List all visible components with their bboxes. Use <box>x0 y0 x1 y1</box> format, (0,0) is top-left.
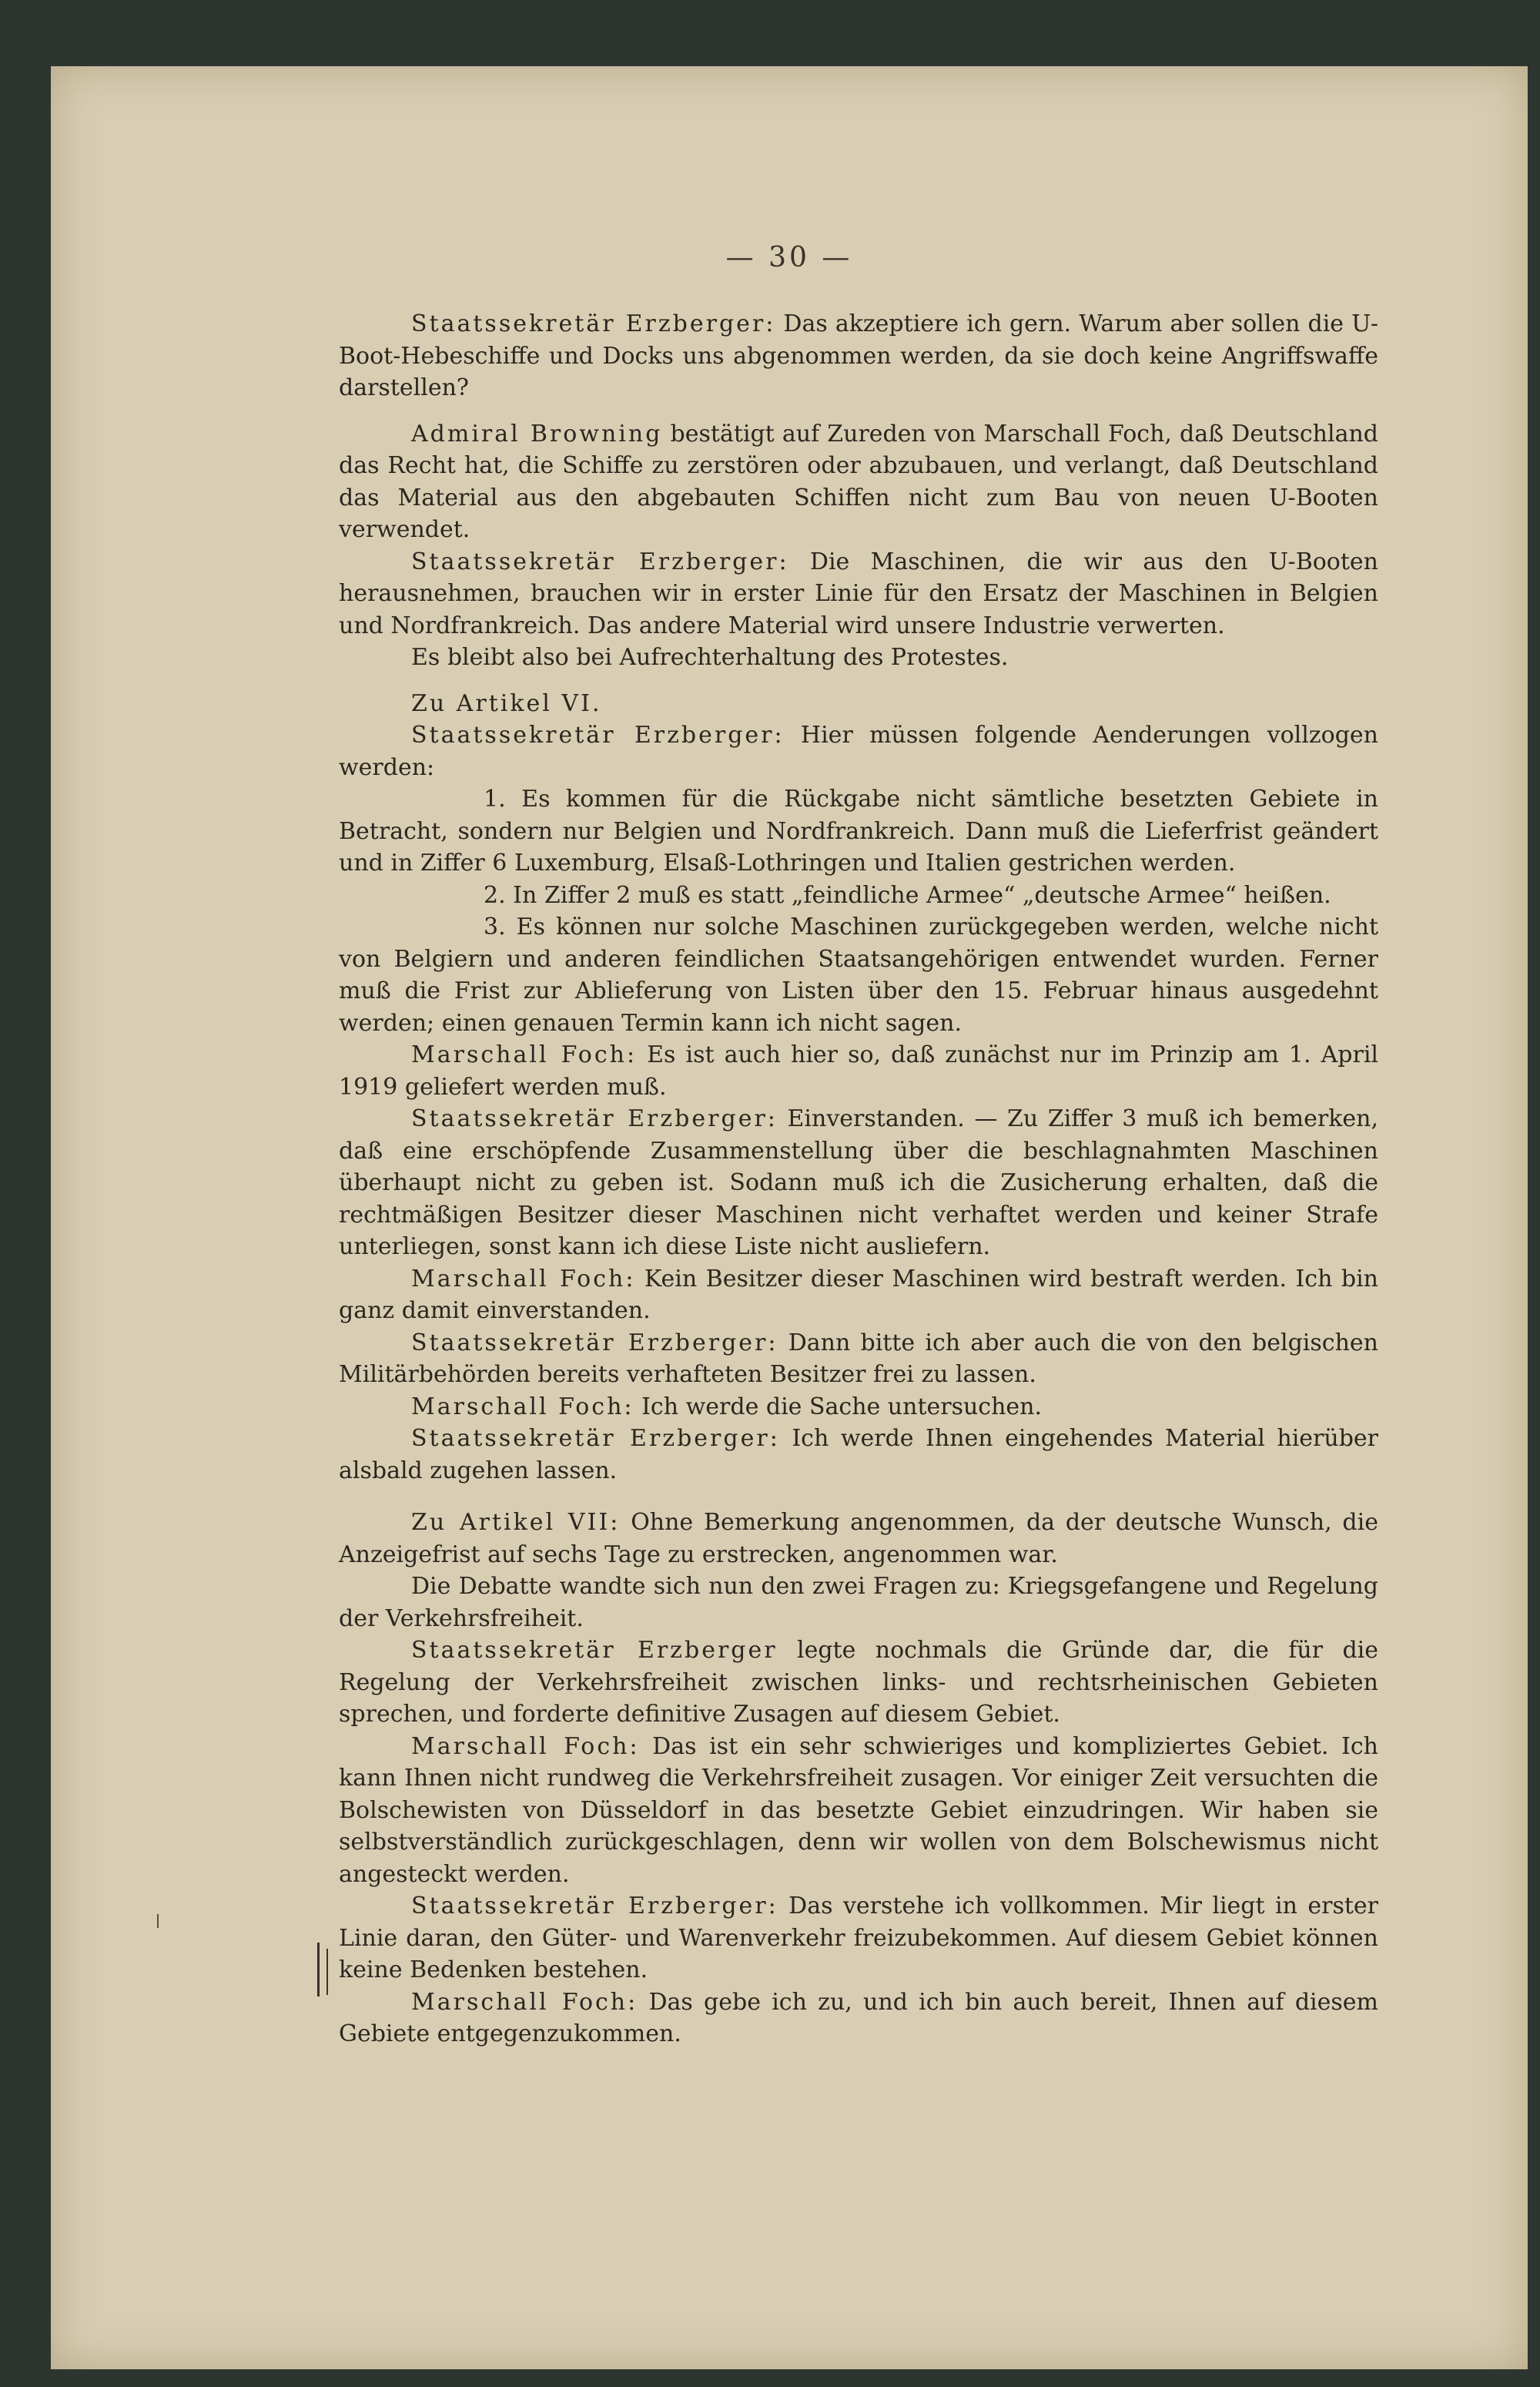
paragraph <box>339 1327 1378 1391</box>
paragraph <box>339 418 1378 546</box>
paragraph-text: legte nochmals die Gründe dar, die für die Regelung der Verkehrsfreiheit zwischen links- und rechtsrheinischen Gebieten sprechen, und forderte definitive Zusagen auf diesem Gebiet. <box>339 1637 1379 1728</box>
body-text <box>339 308 1378 2050</box>
speaker: Zu Artikel VI. <box>411 689 602 717</box>
paragraph <box>339 642 1378 674</box>
paragraph-text: In Ziffer 2 muß es statt „feindliche Armee“ „deutsche Armee“ heißen. <box>505 881 1331 909</box>
paragraph <box>339 546 1378 642</box>
speaker: Staatssekretär Erzberger: <box>411 1329 778 1356</box>
item-number: 2. <box>484 881 506 909</box>
section-heading <box>339 688 1378 720</box>
paragraph-text: Einverstanden. — Zu Ziffer 3 muß ich bemerken, daß eine erschöpfende Zusammenstellung über die beschlagnahmten Maschinen überhaupt nicht zu geben ist. Sodann muß ich die Zusicherung erhalten, daß die rechtmäßigen Besitzer dieser Maschinen nicht verhaftet werden und keiner Strafe unterliegen, sonst kann ich diese Liste nicht ausliefern. <box>339 1105 1378 1260</box>
paragraph <box>339 1890 1378 1986</box>
paragraph-text: bestätigt auf Zureden von Marschall Foch, daß Deutschland das Recht hat, die Schiffe zu zerstören oder abzubauen, und verlangt, daß Deutschland das Material aus den abgebauten Schiffen nicht zum Bau von neuen U-Booten verwendet. <box>339 420 1378 543</box>
speaker: Zu Artikel VII: <box>411 1509 621 1536</box>
paragraph <box>339 1263 1378 1327</box>
list-item <box>339 911 1378 1039</box>
paragraph-text: Ich werde die Sache untersuchen. <box>634 1393 1043 1420</box>
paragraph-text: Ohne Bemerkung angenommen, da der deutsche Wunsch, die Anzeigefrist auf sechs Tage zu erstrecken, angenommen war. <box>339 1509 1378 1568</box>
paragraph-text: Es können nur solche Maschinen zurückgegeben werden, welche nicht von Belgiern und anderen feindlichen Staatsangehörigen entwendet wurden. Ferner muß die Frist zur Ablieferung von Listen über den 15. Februar hinaus ausgedehnt werden; einen genauen Termin kann ich nicht sagen. <box>339 914 1378 1037</box>
speaker: Staatssekretär Erzberger: <box>411 722 785 749</box>
paragraph-text: Die Maschinen, die wir aus den U-Booten herausnehmen, brauchen wir in erster Linie für den Ersatz der Maschinen in Belgien und Nordfrankreich. Das andere Material wird unsere Industrie verwerten. <box>339 548 1378 639</box>
speaker: Staatssekretär Erzberger: <box>411 1425 780 1452</box>
paragraph-text: Das verstehe ich vollkommen. Mir liegt in erster Linie daran, den Güter- und Warenverkehr freizubekommen. Auf diesem Gebiet können keine Bedenken bestehen. <box>339 1893 1378 1983</box>
paragraph-text: Die Debatte wandte sich nun den zwei Fragen zu: Kriegsgefangene und Regelung der Verkehrsfreiheit. <box>339 1573 1378 1632</box>
item-number: 3. <box>484 914 506 940</box>
speaker: Admiral Browning <box>411 420 663 448</box>
margin-mark <box>326 1949 328 1995</box>
page-number: — 30 — <box>725 242 853 273</box>
paragraph <box>339 1986 1378 2050</box>
paragraph <box>339 1634 1378 1731</box>
speaker: Marschall Foch: <box>411 1393 634 1420</box>
margin-mark <box>317 1943 320 1996</box>
paragraph <box>339 1391 1378 1423</box>
list-item <box>339 783 1378 880</box>
speaker: Staatssekretär Erzberger: <box>411 1893 778 1919</box>
paragraph <box>339 1507 1378 1571</box>
speaker: Staatssekretär Erzberger: <box>411 548 789 575</box>
paragraph <box>339 1571 1378 1634</box>
paragraph-text: Es bleibt also bei Aufrechterhaltung des Protestes. <box>411 644 1009 671</box>
paragraph <box>339 1103 1378 1263</box>
paragraph-text: Es kommen für die Rückgabe nicht sämtliche besetzten Gebiete in Betracht, sondern nur Belgien und Nordfrankreich. Dann muß die Lieferfrist geändert und in Ziffer 6 Luxemburg, Elsaß-Lothringen und Italien gestrichen werden. <box>339 786 1378 877</box>
speaker: Staatssekretär Erzberger: <box>411 310 776 337</box>
paragraph <box>339 1731 1378 1891</box>
speaker: Marschall Foch: <box>411 1988 638 2016</box>
speaker: Marschall Foch: <box>411 1732 640 1760</box>
paragraph <box>339 719 1378 783</box>
speaker: Staatssekretär Erzberger <box>411 1637 778 1664</box>
paragraph-text: Hier müssen folgende Aenderungen vollzogen werden: <box>339 722 1378 781</box>
paragraph-text: Das gebe ich zu, und ich bin auch bereit, Ihnen auf diesem Gebiete entgegenzukommen. <box>339 1988 1378 2047</box>
paragraph <box>339 1423 1378 1487</box>
speaker: Marschall Foch: <box>411 1265 636 1292</box>
paragraph-text: Das akzeptiere ich gern. Warum aber sollen die U-Boot-Hebeschiffe und Docks uns abgenommen werden, da sie doch keine Angriffswaffe darstellen? <box>339 310 1379 401</box>
paragraph <box>339 308 1378 404</box>
margin-stroke <box>157 1914 159 1928</box>
paragraph-text: Kein Besitzer dieser Maschinen wird bestraft werden. Ich bin ganz damit einverstanden. <box>339 1265 1378 1324</box>
paragraph <box>339 1039 1378 1103</box>
speaker: Staatssekretär Erzberger: <box>411 1105 778 1132</box>
paragraph-text: Das ist ein sehr schwieriges und kompliziertes Gebiet. Ich kann Ihnen nicht rundweg die Verkehrsfreiheit zusagen. Vor einiger Zeit versuchten die Bolschewisten von Düsseldorf in das besetzte Gebiet einzudringen. Wir haben sie selbstverständlich zurückgeschlagen, denn wir wollen von dem Bolschewismus nicht angesteckt werden. <box>339 1732 1378 1888</box>
speaker: Marschall Foch: <box>411 1041 638 1068</box>
paragraph-text: Es ist auch hier so, daß zunächst nur im Prinzip am 1. April 1919 geliefert werden muß. <box>339 1041 1379 1101</box>
list-item <box>339 880 1378 912</box>
paragraph-text: Dann bitte ich aber auch die von den belgischen Militärbehörden bereits verhafteten Besitzer frei zu lassen. <box>339 1329 1378 1388</box>
paragraph-text: Ich werde Ihnen eingehendes Material hierüber alsbald zugehen lassen. <box>339 1425 1379 1484</box>
item-number: 1. <box>484 786 506 813</box>
